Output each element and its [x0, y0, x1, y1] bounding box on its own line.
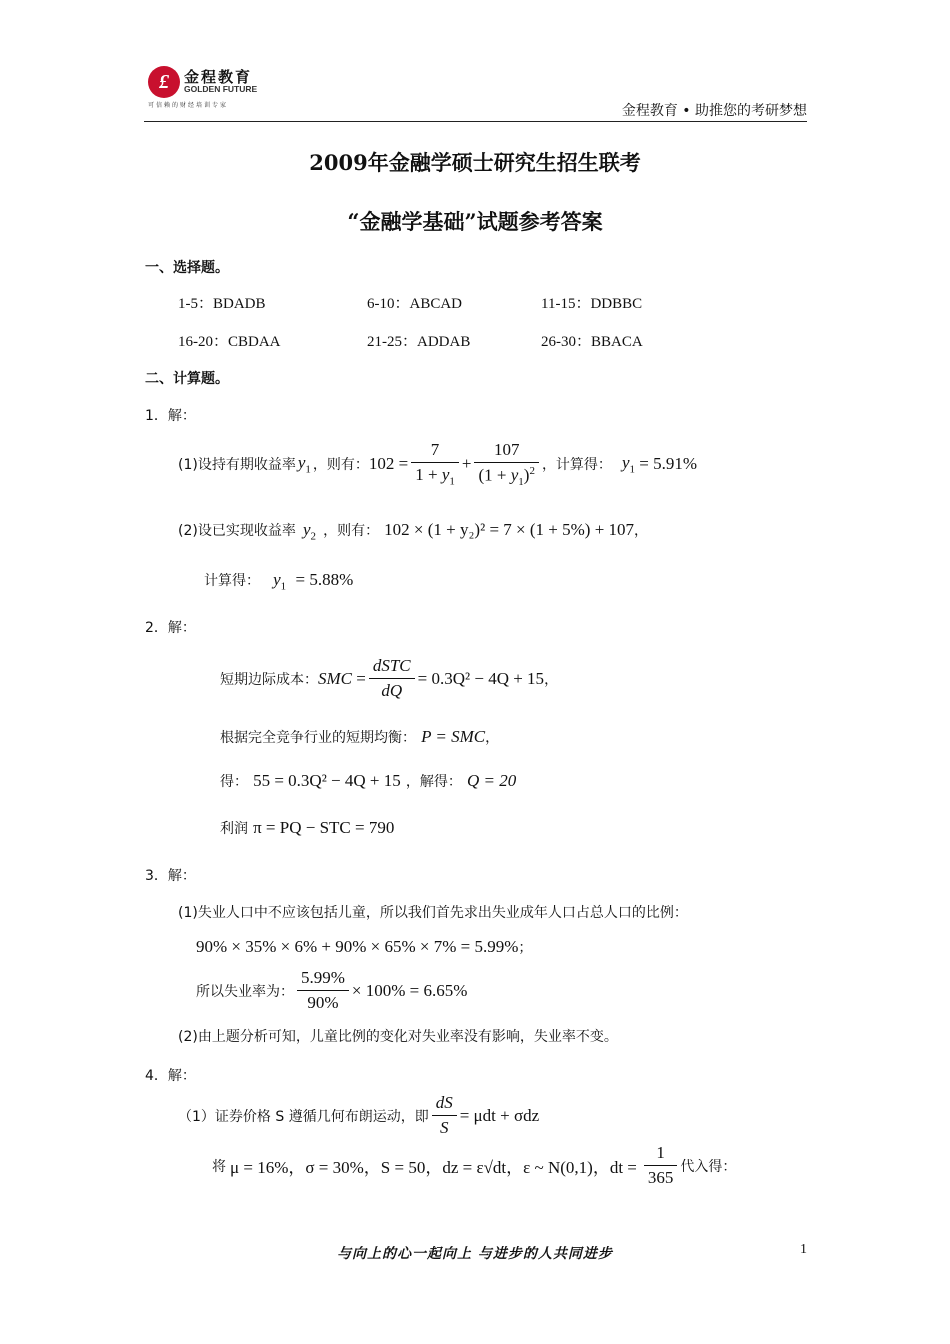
- header-divider: [144, 121, 807, 122]
- q3-calc: 90% × 35% × 6% + 90% × 65% × 7% = 5.99%；: [196, 937, 533, 956]
- logo-mark: £: [148, 66, 180, 98]
- answer-item: 1-5：BDADB: [178, 296, 266, 312]
- q2-profit: 利润 π = PQ − STC = 790: [220, 818, 395, 837]
- question-label: 3．解：: [145, 868, 196, 884]
- q2-equilibrium: 根据完全竞争行业的短期均衡： P = SMC，: [220, 727, 500, 746]
- answer-item: 26-30：BBACA: [541, 334, 643, 350]
- answer-item: 6-10：ABCAD: [367, 296, 463, 312]
- company-logo: [148, 66, 288, 110]
- fraction: $\frac{107}{(1 + y_1)^2}$: [474, 440, 538, 488]
- answer-item: 21-25：ADDAB: [367, 334, 471, 350]
- question-label: 1．解：: [145, 408, 196, 424]
- logo-english-name: GOLDEN FUTURE: [184, 84, 258, 94]
- q1-part2: (2)设已实现收益率 $y_2$ ，则有： 102 × (1 + y₂)² = 7 × (1 + 5%) + 107，: [178, 520, 649, 543]
- answer-item: 16-20：CBDAA: [178, 334, 281, 350]
- q3-part1: (1)失业人口中不应该包括儿童，所以我们首先求出失业成年人口占总人口的比例：: [178, 905, 688, 921]
- section-heading-choice: 一、选择题。: [145, 260, 229, 276]
- logo-slogan: 可信赖的财经培训专家: [148, 102, 229, 109]
- fraction: $\frac{dS}{S}$: [432, 1093, 457, 1138]
- page-title: 2009年金融学硕士研究生招生联考: [309, 150, 641, 175]
- answer-item: 11-15：DDBBC: [541, 296, 643, 312]
- page-number: 1: [800, 1242, 807, 1257]
- fraction: $\frac{\text{dSTC}}{dQ}$: [369, 656, 415, 701]
- logo-chinese-name: 金程教育: [184, 68, 253, 86]
- q4-part2: 将 μ = 16%，σ = 30%，S = 50，dz = ε√dt，ε ~ N(0,1)，dt = $\frac{1}{365}$ 代入得：: [212, 1143, 737, 1187]
- footer-slogan: 与向上的心一起向上 与进步的人共同进步: [337, 1246, 613, 1262]
- q1-result: 计算得： $y_1 = 5.88\%$: [204, 570, 354, 593]
- page-subtitle: “金融学基础”试题参考答案: [347, 209, 603, 234]
- fraction: $\frac{7}{1 + y_1}$: [411, 440, 459, 487]
- question-label: 2．解：: [145, 620, 196, 636]
- header-tagline: 金程教育 • 助推您的考研梦想: [621, 103, 807, 119]
- q4-part1: （1）证券价格 S 遵循几何布朗运动，即 $\frac{dS}{S}$ = μdt + σdz: [178, 1093, 540, 1137]
- q3-part2: (2)由上题分析可知，儿童比例的变化对失业率没有影响，失业率不变。: [178, 1029, 618, 1045]
- q2-smc: 短期边际成本： SMC = $\frac{\text{dSTC}}{dQ}$ = 0.3Q² − 4Q + 15 ，: [220, 656, 559, 700]
- fraction: $\frac{5.99\%}{90\%}$: [297, 968, 349, 1013]
- q3-rate: 所以失业率为： $\frac{5.99\%}{90\%}$ × 100% = 6.65%: [196, 968, 468, 1012]
- q2-solve: 得： 55 = 0.3Q² − 4Q + 15 ，解得： Q = 20: [220, 771, 517, 790]
- fraction: $\frac{1}{365}$: [644, 1143, 678, 1188]
- q1-part1: (1)设持有期收益率 $y_1$ ，则有： 102 = $\frac{7}{1 + y_1}$ + $\frac{107}{(1 + y_1)^2}$ ，计算得： $y_1$ = 5.91%: [178, 440, 697, 489]
- section-heading-calc: 二、计算题。: [145, 371, 229, 387]
- question-label: 4．解：: [145, 1068, 196, 1084]
